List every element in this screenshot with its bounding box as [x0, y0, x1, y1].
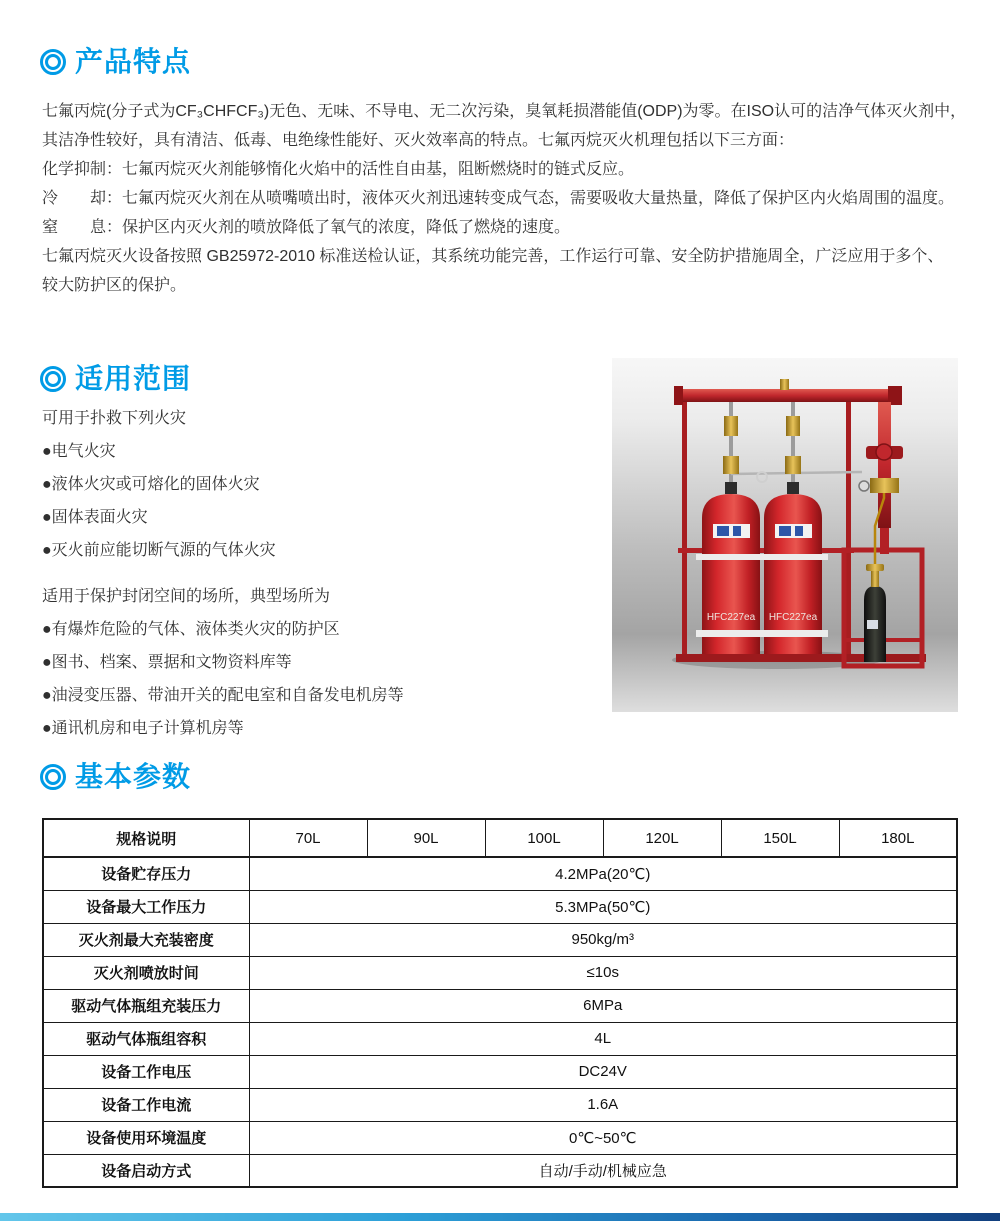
table-row: [43, 857, 957, 890]
scope-item: ●油浸变压器、带油开关的配电室和自备发电机房等: [42, 687, 404, 704]
feature-line: 窒 息：保护区内灭火剂的喷放降低了氧气的浓度，降低了燃烧的速度。: [42, 219, 571, 236]
pressure-reducer-valve: [870, 478, 899, 493]
scope-item: ●图书、档案、票据和文物资料库等: [42, 654, 292, 671]
scope-item: ●固体表面火灾: [42, 509, 148, 526]
scope-item: ●电气火灾: [42, 443, 116, 460]
row-value: 6MPa: [249, 989, 957, 1022]
product-photo-fire-suppression-system: [612, 358, 958, 712]
row-label: 驱动气体瓶组充装压力: [43, 989, 249, 1022]
scope-list: [42, 402, 602, 745]
row-value: 1.6A: [249, 1088, 957, 1121]
scope-item: ●液体火灾或可熔化的固体火灾: [42, 476, 260, 493]
double-circle-bullet-icon: [40, 366, 66, 392]
feature-line: 七氟丙烷灭火设备按照 GB25972-2010 标准送检认证，其系统功能完善，工作运行可靠、安全防护措施周全，广泛应用于多个、: [42, 248, 944, 265]
row-label: 设备工作电流: [43, 1088, 249, 1121]
row-value: 950kg/m³: [249, 923, 957, 956]
row-label: 设备工作电压: [43, 1055, 249, 1088]
features-paragraph: [42, 97, 967, 300]
scope-intro: 可用于扑救下列火灾: [42, 410, 187, 427]
row-label: 设备启动方式: [43, 1154, 249, 1187]
row-value: ≤10s: [249, 956, 957, 989]
table-row: [43, 1022, 957, 1055]
section-title-features: 产品特点: [75, 46, 192, 77]
row-value: 0℃~50℃: [249, 1121, 957, 1154]
table-header-spec-label: 规格说明: [43, 819, 249, 857]
row-label: 驱动气体瓶组容积: [43, 1022, 249, 1055]
row-label: 设备使用环境温度: [43, 1121, 249, 1154]
table-header-size: 150L: [721, 819, 839, 857]
pressure-gauge-icon: [859, 481, 869, 491]
row-value: 4.2MPa(20℃): [249, 857, 957, 890]
table-header-row: [43, 819, 957, 857]
drive-gas-valve: [871, 570, 879, 587]
table-row: [43, 956, 957, 989]
double-circle-bullet-icon: [40, 49, 66, 75]
table-row: [43, 923, 957, 956]
feature-line: 化学抑制：七氟丙烷灭火剂能够惰化火焰中的活性自由基，阻断燃烧时的链式反应。: [42, 161, 635, 178]
table-row: [43, 1154, 957, 1187]
table-row: [43, 890, 957, 923]
table-row: [43, 1055, 957, 1088]
section-title-scope: 适用范围: [75, 363, 192, 394]
row-label: 灭火剂最大充装密度: [43, 923, 249, 956]
scope-intro: 适用于保护封闭空间的场所，典型场所为: [42, 588, 331, 605]
feature-line: 较大防护区的保护。: [42, 277, 187, 294]
table-header-size: 70L: [249, 819, 367, 857]
row-label: 灭火剂喷放时间: [43, 956, 249, 989]
cylinder-label-text: HFC227ea: [768, 612, 818, 623]
table-row: [43, 1088, 957, 1121]
row-label: 设备最大工作压力: [43, 890, 249, 923]
row-value: 自动/手动/机械应急: [249, 1154, 957, 1187]
row-value: DC24V: [249, 1055, 957, 1088]
row-value: 5.3MPa(50℃): [249, 890, 957, 923]
scope-item: ●灭火前应能切断气源的气体火灾: [42, 542, 276, 559]
feature-line: 冷 却：七氟丙烷灭火剂在从喷嘴喷出时，液体灭火剂迅速转变成气态，需要吸收大量热量，降低了保护区内火焰周围的温度。: [42, 190, 955, 207]
table-row: [43, 989, 957, 1022]
section-header-params: [40, 763, 191, 791]
row-label: 设备贮存压力: [43, 857, 249, 890]
table-header-size: 90L: [367, 819, 485, 857]
feature-line: 其洁净性较好，具有清洁、低毒、电绝缘性能好、灭火效率高的特点。七氟丙烷灭火机理包括以下三方面：: [42, 132, 795, 149]
section-header-features: [40, 48, 191, 76]
basic-parameters-table: [42, 818, 958, 1188]
section-title-params: 基本参数: [75, 761, 192, 792]
table-header-size: 180L: [839, 819, 957, 857]
section-header-scope: [40, 365, 191, 393]
feature-line: 七氟丙烷(分子式为CF₃CHFCF₃)无色、无味、不导电、无二次污染，臭氧耗损潜能值(ODP)为零。在ISO认可的洁净气体灭火剂中，: [42, 103, 967, 120]
row-value: 4L: [249, 1022, 957, 1055]
table-header-size: 120L: [603, 819, 721, 857]
scope-item: ●有爆炸危险的气体、液体类火灾的防护区: [42, 621, 340, 638]
footer-gradient-bar: [0, 1213, 1000, 1221]
table-row: [43, 1121, 957, 1154]
cylinder-label-text: HFC227ea: [706, 612, 756, 623]
table-header-size: 100L: [485, 819, 603, 857]
scope-item: ●通讯机房和电子计算机房等: [42, 720, 244, 737]
double-circle-bullet-icon: [40, 764, 66, 790]
